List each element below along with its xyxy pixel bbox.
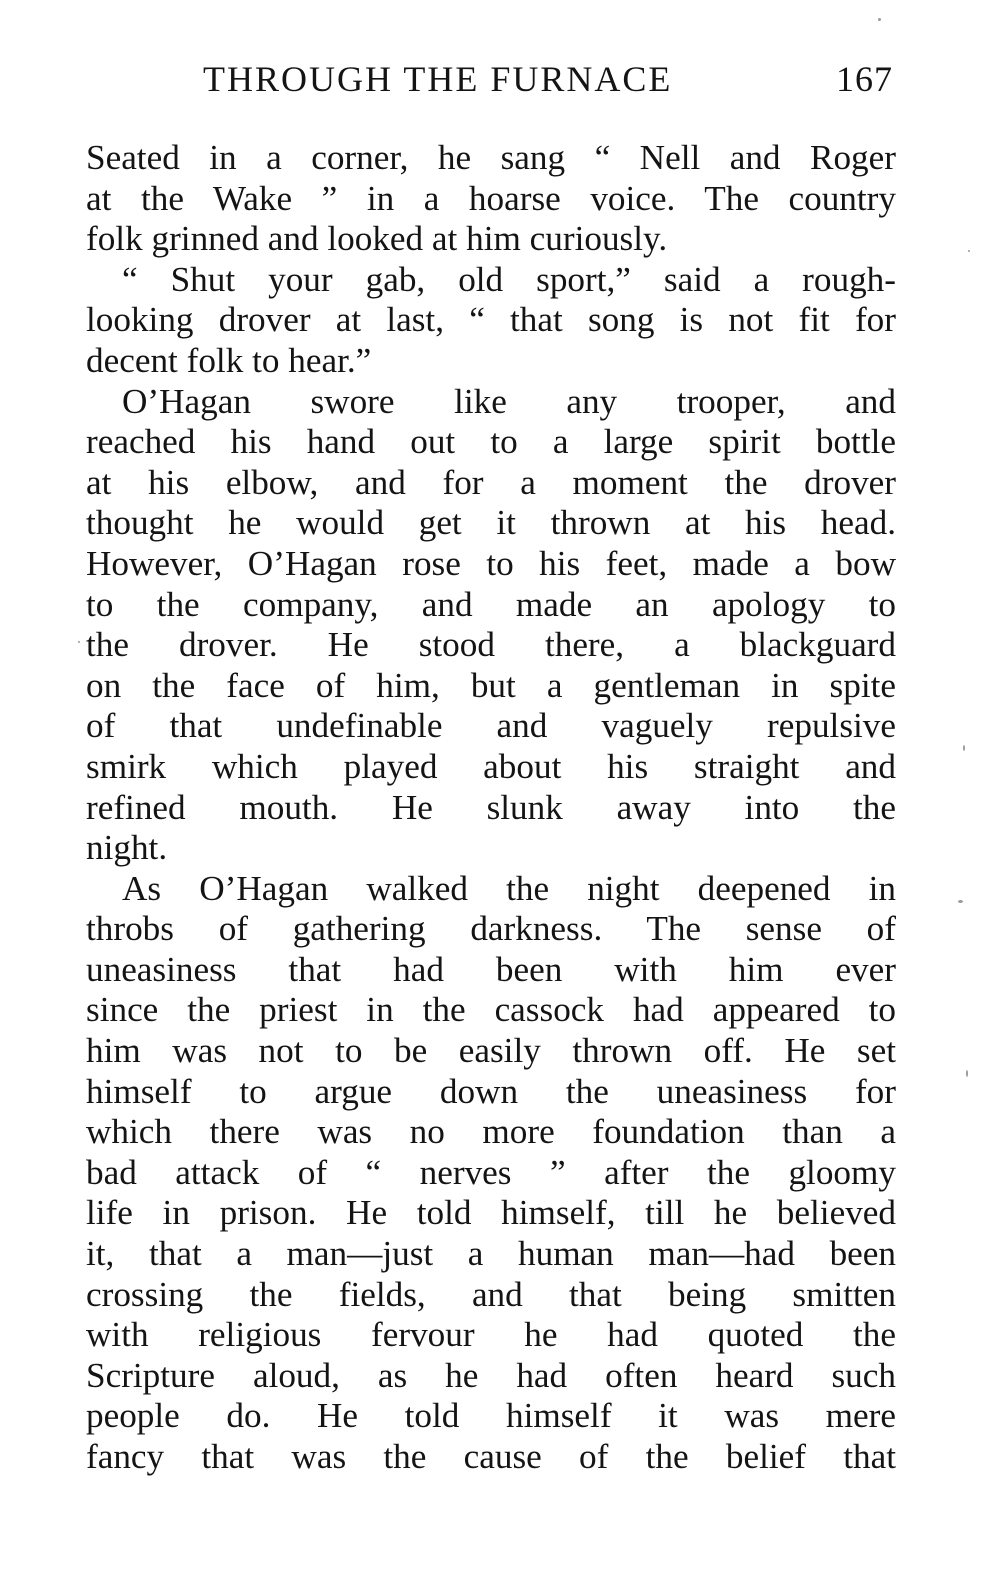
text-line: looking drover at last, “ that song is not fit for	[86, 300, 896, 340]
text-line: life in prison. He told himself, till he believed	[86, 1193, 896, 1233]
text-line: As O’Hagan walked the night deepened in	[122, 868, 896, 908]
text-line: himself to argue down the uneasiness for	[86, 1071, 896, 1111]
text-line: smirk which played about his straight and	[86, 746, 896, 786]
text-line: the drover. He stood there, a blackguard	[86, 625, 896, 665]
body-text	[86, 138, 896, 1478]
text-line: fancy that was the cause of the belief that	[86, 1437, 896, 1476]
text-line: reached his hand out to a large spirit bottle	[86, 422, 896, 462]
paragraph	[86, 382, 896, 869]
text-line: which there was no more foundation than a	[86, 1112, 896, 1152]
paragraph	[86, 869, 896, 1478]
text-line: at his elbow, and for a moment the drover	[86, 462, 896, 502]
text-line: since the priest in the cassock had appeared to	[86, 990, 896, 1030]
scan-speck	[968, 250, 970, 252]
text-line: to the company, and made an apology to	[86, 584, 896, 624]
scan-speck	[966, 1070, 968, 1077]
text-line: on the face of him, but a gentleman in spite	[86, 665, 896, 705]
text-line: people do. He told himself it was mere	[86, 1396, 896, 1436]
paragraph	[86, 138, 896, 260]
text-line: crossing the fields, and that being smitten	[86, 1274, 896, 1314]
text-line: uneasiness that had been with him ever	[86, 949, 896, 989]
text-line: O’Hagan swore like any trooper, and	[122, 381, 896, 421]
text-line: refined mouth. He slunk away into the	[86, 787, 896, 827]
text-line: throbs of gathering darkness. The sense of	[86, 909, 896, 949]
text-line: at the Wake ” in a hoarse voice. The country	[86, 178, 896, 218]
text-line: Scripture aloud, as he had often heard such	[86, 1355, 896, 1395]
text-line: bad attack of “ nerves ” after the gloomy	[86, 1152, 896, 1192]
text-line: of that undefinable and vaguely repulsive	[86, 706, 896, 746]
text-line: decent folk to hear.”	[86, 340, 372, 380]
scan-speck	[78, 641, 80, 643]
scan-speck	[963, 745, 965, 751]
text-line: him was not to be easily thrown off. He set	[86, 1031, 896, 1071]
paragraph	[86, 260, 896, 382]
text-line: with religious fervour he had quoted the	[86, 1315, 896, 1355]
text-line: “ Shut your gab, old sport,” said a rough-	[122, 259, 896, 299]
text-line: it, that a man—just a human man—had been	[86, 1234, 896, 1274]
text-line: folk grinned and looked at him curiously.	[86, 219, 668, 259]
text-line: night.	[86, 828, 168, 868]
running-head	[203, 58, 893, 106]
running-title: THROUGH THE FURNACE	[203, 59, 673, 99]
scan-speck	[958, 900, 963, 903]
text-line: However, O’Hagan rose to his feet, made a bow	[86, 543, 896, 583]
scan-speck	[878, 18, 881, 21]
text-line: Seated in a corner, he sang “ Nell and Roger	[86, 138, 896, 177]
text-line: thought he would get it thrown at his head.	[86, 503, 896, 543]
page-number: 167	[836, 59, 893, 99]
